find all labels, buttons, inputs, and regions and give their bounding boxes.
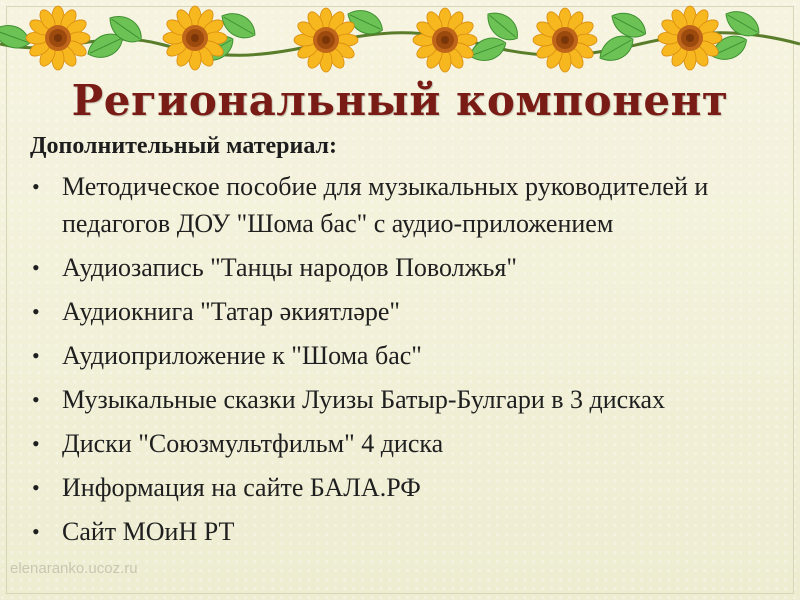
list-item-text: Музыкальные сказки Луизы Батыр-Булгари в 3 дисках [62,385,666,414]
materials-list [30,168,790,557]
list-item-text: Диски "Союзмультфильм" 4 диска [62,429,444,458]
sunflower-icon [26,6,90,70]
bullet-icon: • [32,174,40,199]
list-item-text: Аудиозапись "Танцы народов Поволжья" [62,253,517,282]
sunflower-garland [0,0,800,82]
sunflower-icon [413,8,477,72]
bullet-icon: • [32,255,40,280]
list-item-text: Аудиокнига "Татар әкиятләре" [62,297,401,326]
sunflower-icon [533,8,597,72]
watermark: elenaranko.ucoz.ru [10,560,138,577]
list-item [30,381,790,418]
list-item [30,249,790,286]
bullet-icon: • [32,299,40,324]
list-item [30,469,790,506]
list-item [30,513,790,550]
bullet-icon: • [32,343,40,368]
sunflower-icon [658,6,722,70]
slide-title: Региональный компонент [71,76,729,125]
bullet-icon: • [32,475,40,500]
sunflower-icon [163,6,227,70]
list-item-text: Методическое пособие для музыкальных руководителей и педагогов ДОУ "Шома бас" с аудио-приложением [62,172,709,238]
bullet-icon: • [32,387,40,412]
list-item [30,168,790,242]
list-item [30,293,790,330]
list-item-text: Информация на сайте БАЛА.РФ [62,473,421,502]
list-item-text: Сайт МОиН РТ [62,517,235,546]
bullet-icon: • [32,431,40,456]
bullet-icon: • [32,519,40,544]
list-item [30,337,790,374]
subheading: Дополнительный материал: [30,133,337,159]
list-item [30,425,790,462]
list-item-text: Аудиоприложение к "Шома бас" [62,341,422,370]
